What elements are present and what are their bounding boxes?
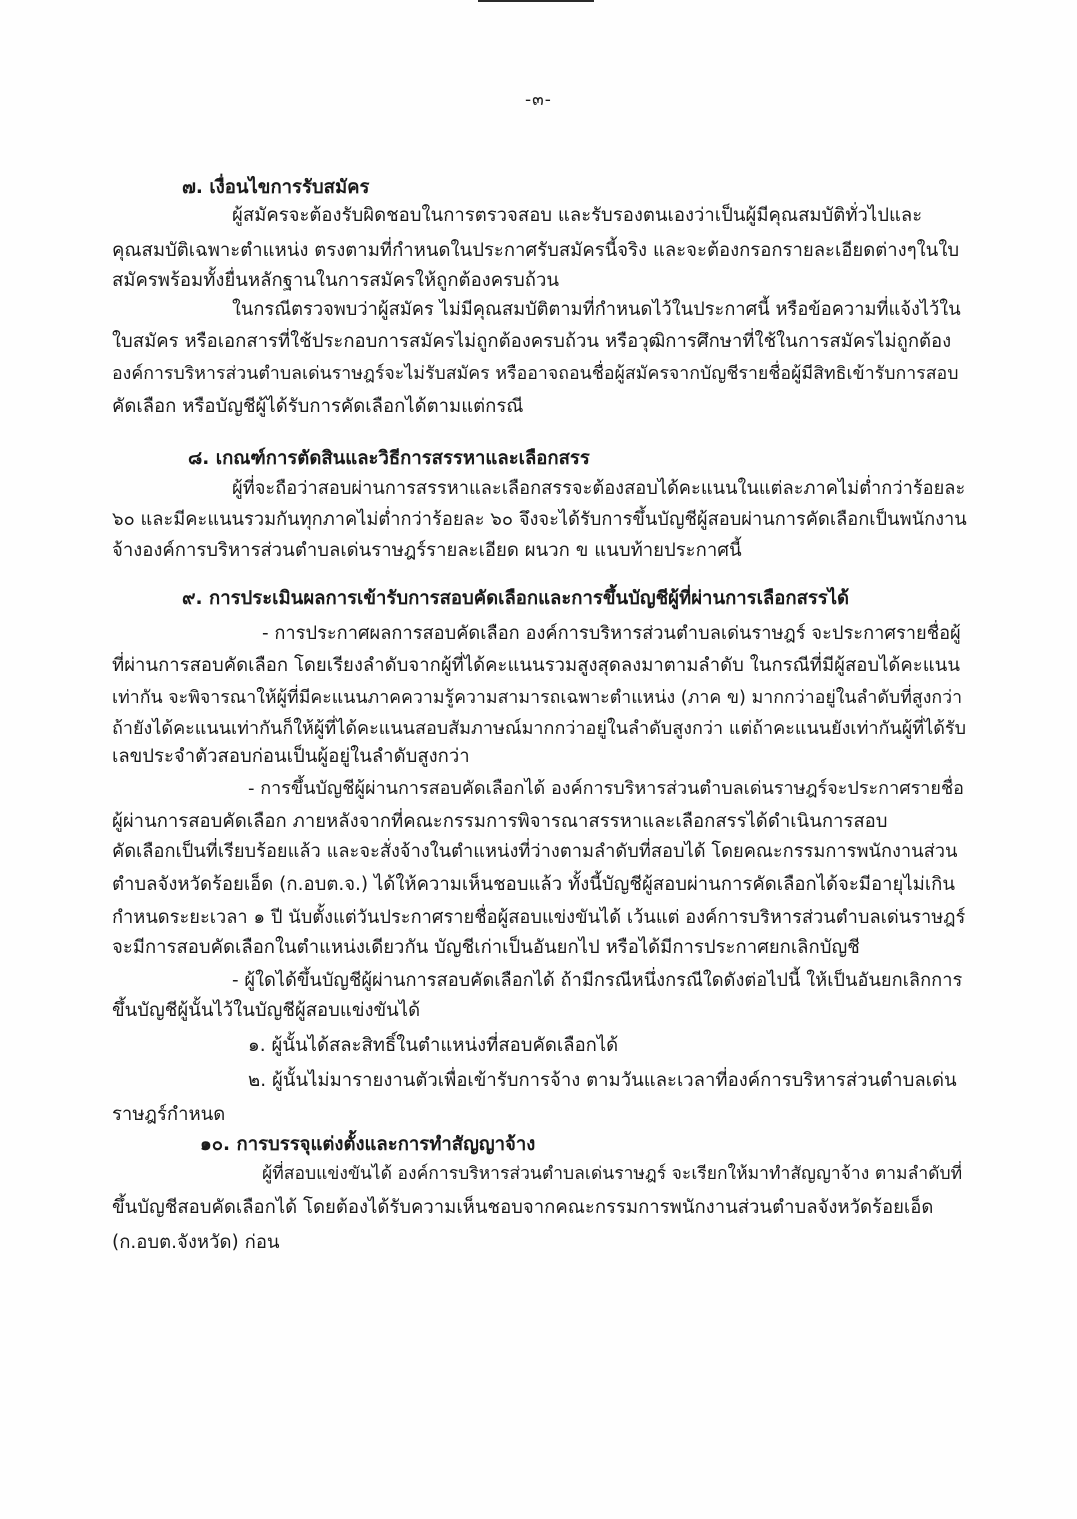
section-9-line-15: ๒. ผู้นั้นไม่มารายงานตัวเพื่อเข้ารับการจ้าง ตามวันและเวลาที่องค์การบริหารส่วนตำบลเด่น bbox=[248, 1070, 957, 1091]
section-9-line-3: เท่ากัน จะพิจารณาให้ผู้ที่มีคะแนนภาคความรู้ความสามารถเฉพาะตำแหน่ง (ภาค ข) มากกว่าอยู่ในลำดับที่สูงกว่า bbox=[112, 688, 963, 708]
section-9-line-4: ถ้ายังได้คะแนนเท่ากันก็ให้ผู้ที่ได้คะแนนสอบสัมภาษณ์มากกว่าอยู่ในลำดับสูงกว่า แต่ถ้าคะแนนยังเท่ากันผู้ที่ได้รับ bbox=[112, 718, 966, 739]
section-9-line-10: กำหนดระยะเวลา ๑ ปี นับตั้งแต่วันประกาศรายชื่อผู้สอบแข่งขันได้ เว้นแต่ องค์การบริหารส่วนตำบลเด่นราษฎร์ bbox=[112, 907, 966, 928]
section-9-heading: ๙. การประเมินผลการเข้ารับการสอบคัดเลือกและการขึ้นบัญชีผู้ที่ผ่านการเลือกสรรได้ bbox=[182, 588, 850, 609]
section-9-line-9: ตำบลจังหวัดร้อยเอ็ด (ก.อบต.จ.) ได้ให้ความเห็นชอบแล้ว ทั้งนี้บัญชีผู้สอบผ่านการคัดเลือกได้จะมีอายุไม่เกิน bbox=[112, 874, 956, 895]
section-8-line-3: จ้างองค์การบริหารส่วนตำบลเด่นราษฎร์รายละเอียด ผนวก ข แนบท้ายประกาศนี้ bbox=[112, 540, 742, 561]
section-7-line-4: ในกรณีตรวจพบว่าผู้สมัคร ไม่มีคุณสมบัติตามที่กำหนดไว้ในประกาศนี้ หรือข้อความที่แจ้งไว้ใน bbox=[232, 299, 961, 320]
section-10-line-2: ขึ้นบัญชีสอบคัดเลือกได้ โดยต้องได้รับความเห็นชอบจากคณะกรรมการพนักงานส่วนตำบลจังหวัดร้อยเอ็ด bbox=[112, 1197, 934, 1218]
section-9-line-6: - การขึ้นบัญชีผู้ผ่านการสอบคัดเลือกได้ องค์การบริหารส่วนตำบลเด่นราษฎร์จะประกาศรายชื่อ bbox=[248, 778, 964, 799]
section-9-line-16: ราษฎร์กำหนด bbox=[112, 1104, 226, 1125]
section-8-heading: ๘. เกณฑ์การตัดสินและวิธีการสรรหาและเลือกสรร bbox=[188, 448, 590, 469]
section-9-line-5: เลขประจำตัวสอบก่อนเป็นผู้อยู่ในลำดับสูงกว่า bbox=[112, 746, 470, 767]
section-9-line-7: ผู้ผ่านการสอบคัดเลือก ภายหลังจากที่คณะกรรมการพิจารณาสรรหาและเลือกสรรได้ดำเนินการสอบ bbox=[112, 811, 888, 832]
section-10-line-1: ผู้ที่สอบแข่งขันได้ องค์การบริหารส่วนตำบลเด่นราษฎร์ จะเรียกให้มาทำสัญญาจ้าง ตามลำดับที่ bbox=[262, 1164, 963, 1184]
section-9-line-12: - ผู้ใดได้ขึ้นบัญชีผู้ผ่านการสอบคัดเลือกได้ ถ้ามีกรณีหนึ่งกรณีใดดังต่อไปนี้ ให้เป็นอันยกเลิกการ bbox=[232, 970, 963, 991]
section-7-line-7: คัดเลือก หรือบัญชีผู้ได้รับการคัดเลือกได้ตามแต่กรณี bbox=[112, 396, 524, 417]
section-9-line-1: - การประกาศผลการสอบคัดเลือก องค์การบริหารส่วนตำบลเด่นราษฎร์ จะประกาศรายชื่อผู้ bbox=[262, 623, 961, 644]
section-9-line-2: ที่ผ่านการสอบคัดเลือก โดยเรียงลำดับจากผู้ที่ได้คะแนนรวมสูงสุดลงมาตามลำดับ ในกรณีที่มีผู้สอบได้คะแนน bbox=[112, 655, 960, 676]
section-7-line-1: ผู้สมัครจะต้องรับผิดชอบในการตรวจสอบ และรับรองตนเองว่าเป็นผู้มีคุณสมบัติทั่วไปและ bbox=[232, 205, 923, 226]
section-7-line-3: สมัครพร้อมทั้งยื่นหลักฐานในการสมัครให้ถูกต้องครบถ้วน bbox=[112, 270, 560, 291]
section-7-line-5: ใบสมัคร หรือเอกสารที่ใช้ประกอบการสมัครไม่ถูกต้องครบถ้วน หรือวุฒิการศึกษาที่ใช้ในการสมัครไม่ถูกต้อง bbox=[112, 331, 952, 352]
section-7-heading: ๗. เงื่อนไขการรับสมัคร bbox=[182, 177, 370, 198]
scan-edge-mark bbox=[478, 0, 594, 2]
section-8-line-1: ผู้ที่จะถือว่าสอบผ่านการสรรหาและเลือกสรรจะต้องสอบได้คะแนนในแต่ละภาคไม่ต่ำกว่าร้อยละ bbox=[232, 478, 966, 499]
section-7-line-2: คุณสมบัติเฉพาะตำแหน่ง ตรงตามที่กำหนดในประกาศรับสมัครนี้จริง และจะต้องกรอกรายละเอียดต่างๆในใบ bbox=[112, 240, 960, 261]
section-9-line-14: ๑. ผู้นั้นได้สละสิทธิ์ในตำแหน่งที่สอบคัดเลือกได้ bbox=[248, 1035, 619, 1056]
section-9-line-8: คัดเลือกเป็นที่เรียบร้อยแล้ว และจะสั่งจ้างในตำแหน่งที่ว่างตามลำดับที่สอบได้ โดยคณะกรรมการพนักงานส่วน bbox=[112, 841, 958, 862]
section-9-line-13: ขึ้นบัญชีผู้นั้นไว้ในบัญชีผู้สอบแข่งขันได้ bbox=[112, 1000, 421, 1021]
section-8-line-2: ๖๐ และมีคะแนนรวมกันทุกภาคไม่ต่ำกว่าร้อยละ ๖๐ จึงจะได้รับการขึ้นบัญชีผู้สอบผ่านการคัดเลือกเป็นพนักงาน bbox=[112, 509, 967, 530]
section-10-line-3: (ก.อบต.จังหวัด) ก่อน bbox=[112, 1232, 280, 1253]
section-7-line-6: องค์การบริหารส่วนตำบลเด่นราษฎร์จะไม่รับสมัคร หรืออาจถอนชื่อผู้สมัครจากบัญชีรายชื่อผู้มีสิทธิเข้ารับการสอบ bbox=[112, 364, 959, 384]
page-number: -๓- bbox=[525, 90, 552, 110]
section-10-heading: ๑๐. การบรรจุแต่งตั้งและการทำสัญญาจ้าง bbox=[200, 1134, 536, 1155]
section-9-line-11: จะมีการสอบคัดเลือกในตำแหน่งเดียวกัน บัญชีเก่าเป็นอันยกไป หรือได้มีการประกาศยกเลิกบัญชี bbox=[112, 937, 860, 958]
